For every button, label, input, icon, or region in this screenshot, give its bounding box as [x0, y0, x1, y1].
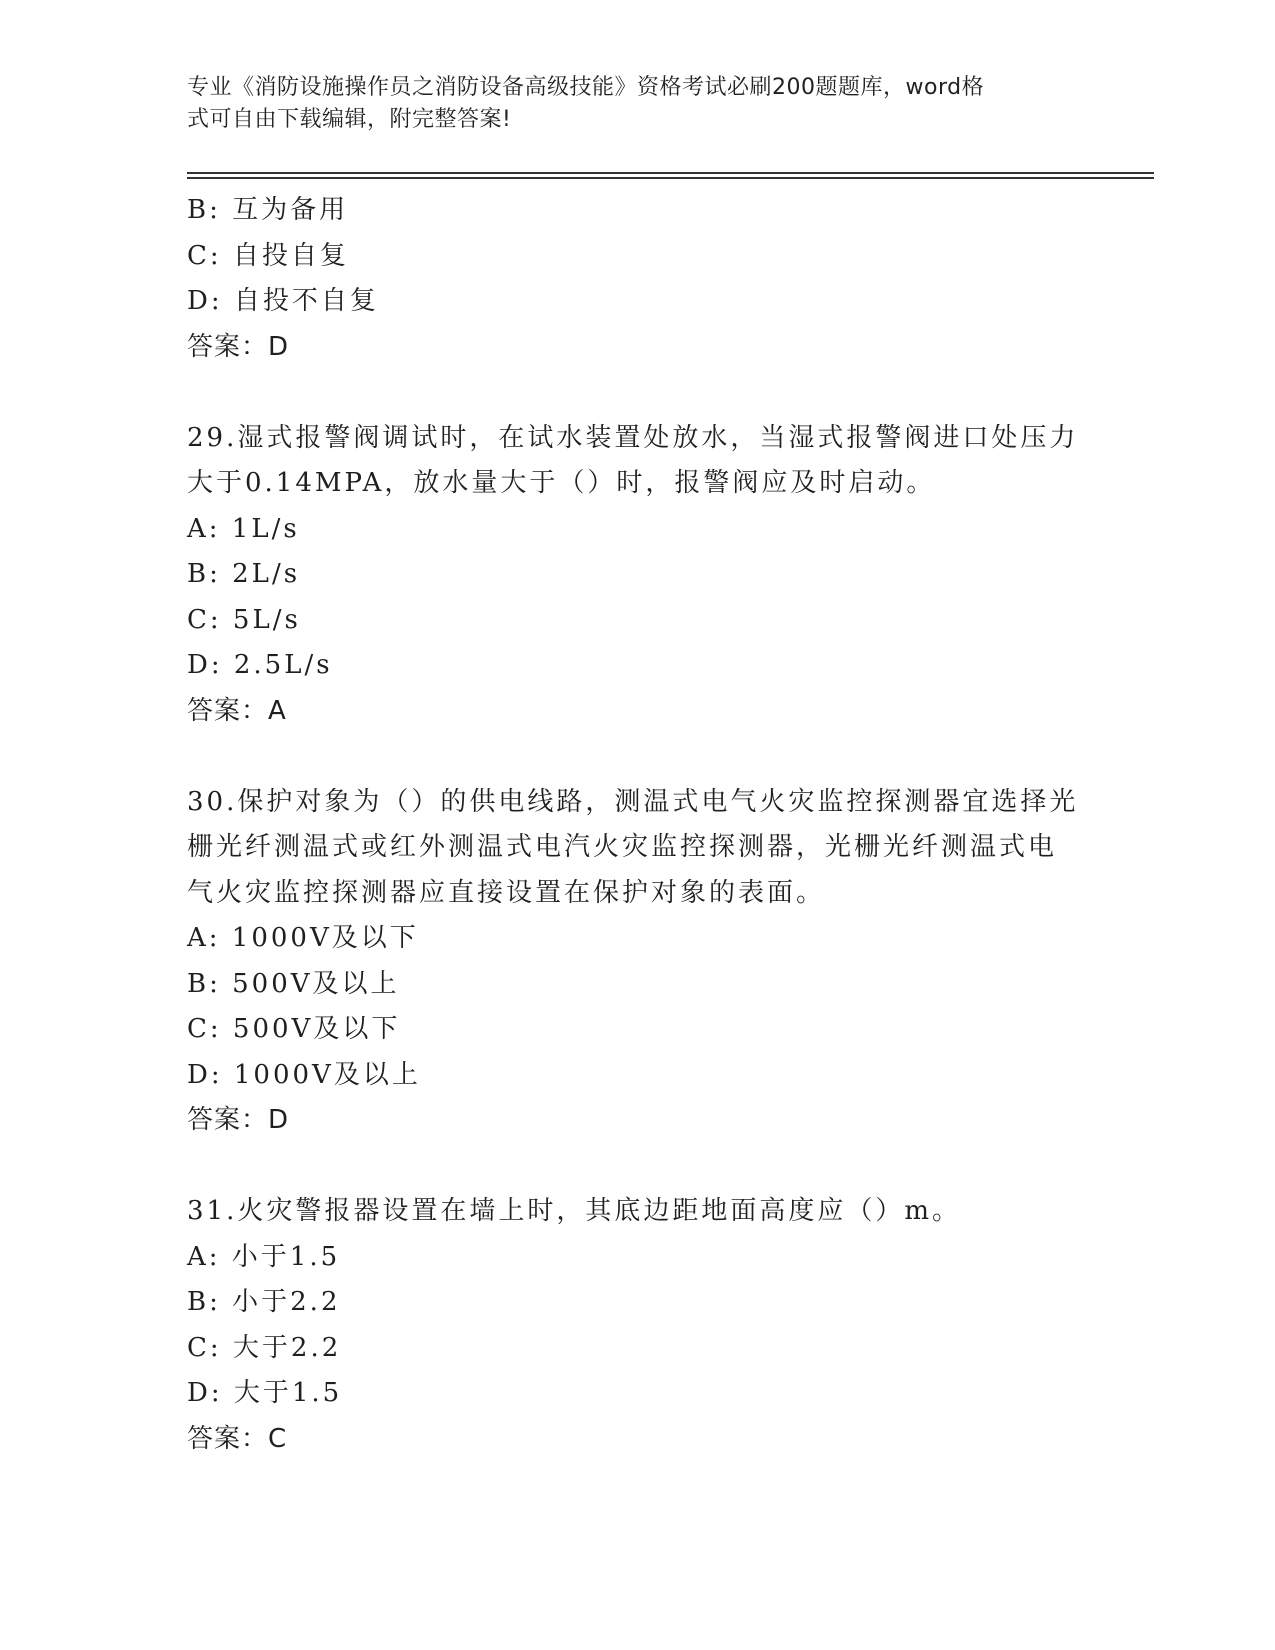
header-rule-upper	[187, 172, 1154, 174]
question-stem-line: 栅光纤测温式或红外测温式电汽火灾监控探测器，光栅光纤测温式电	[187, 832, 1058, 862]
header-rule-lower	[187, 177, 1154, 179]
partial-question	[187, 188, 1087, 370]
question-29	[187, 416, 1087, 735]
question-stem-line: 30.保护对象为（）的供电线路，测温式电气火灾监控探测器宜选择光	[187, 786, 1079, 817]
spacer	[187, 370, 1087, 416]
question-content	[187, 188, 1087, 1462]
option-c: C: 自投自复	[187, 240, 349, 271]
answer-line: 答案：D	[187, 331, 290, 362]
spacer	[187, 1144, 1087, 1190]
option-c: C: 500V及以下	[187, 1014, 401, 1044]
header-title-line-2: 式可自由下载编辑，附完整答案!	[187, 107, 512, 132]
document-header	[187, 72, 1067, 136]
question-stem-line: 29.湿式报警阀调试时，在试水装置处放水，当湿式报警阀进口处压力	[187, 422, 1079, 453]
question-30	[187, 780, 1087, 1144]
spacer	[187, 734, 1087, 780]
option-d: D: 大于1.5	[187, 1378, 343, 1408]
answer-line: 答案：C	[187, 1423, 288, 1454]
question-31	[187, 1189, 1087, 1462]
option-c: C: 大于2.2	[187, 1332, 342, 1363]
question-stem-line: 31.火灾警报器设置在墙上时，其底边距地面高度应（）m。	[187, 1196, 962, 1226]
option-b: B: 500V及以上	[187, 968, 400, 999]
option-a: A: 1L/s	[187, 513, 300, 544]
answer-line: 答案：A	[187, 695, 287, 726]
header-title-line-1: 专业《消防设施操作员之消防设备高级技能》资格考试必刷200题题库，word格	[187, 75, 985, 100]
option-b: B: 互为备用	[187, 195, 349, 225]
option-b: B: 小于2.2	[187, 1287, 341, 1317]
option-a: A: 1000V及以下	[187, 923, 419, 953]
option-d: D: 1000V及以上	[187, 1059, 421, 1090]
option-d: D: 自投不自复	[187, 286, 379, 316]
answer-line: 答案：D	[187, 1105, 290, 1135]
option-a: A: 小于1.5	[187, 1241, 341, 1272]
question-stem-line: 气火灾监控探测器应直接设置在保护对象的表面。	[187, 877, 826, 908]
option-d: D: 2.5L/s	[187, 650, 333, 680]
question-stem-line: 大于0.14MPA，放水量大于（）时，报警阀应及时启动。	[187, 468, 936, 498]
option-c: C: 5L/s	[187, 604, 301, 635]
option-b: B: 2L/s	[187, 559, 301, 589]
